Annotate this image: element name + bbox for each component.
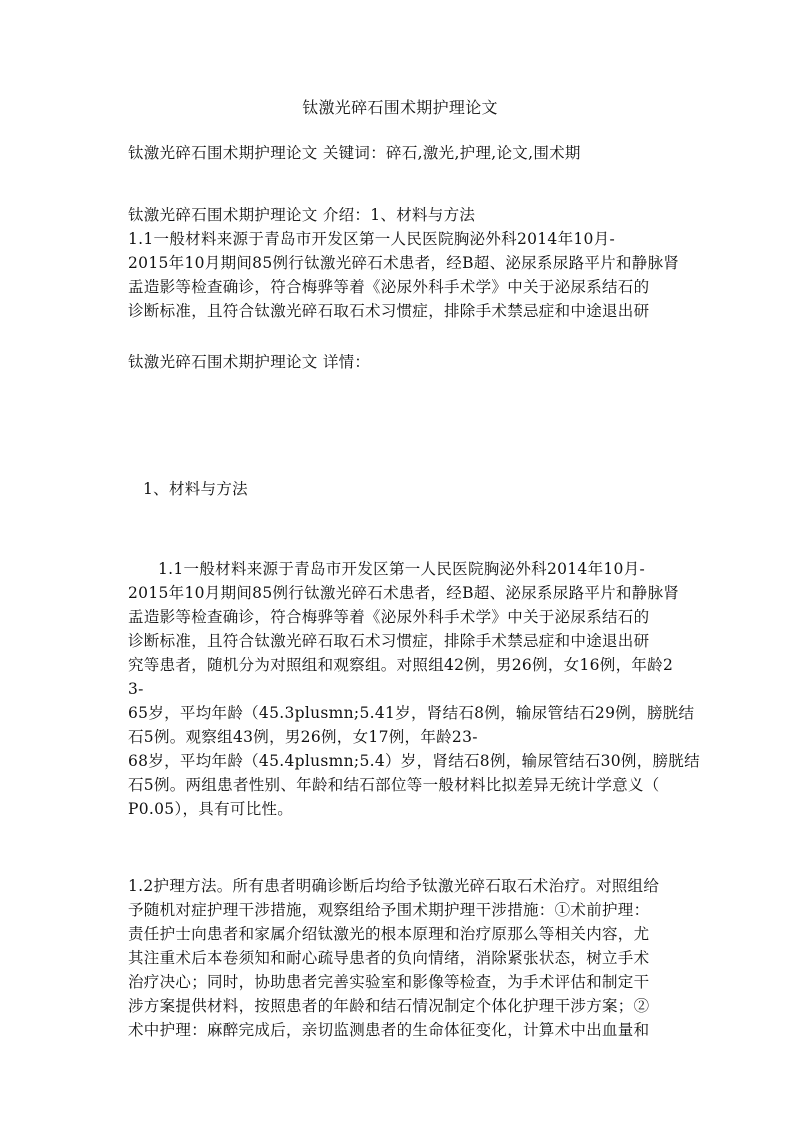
paragraph-line: 涉方案提供材料，按照患者的年龄和结石情况制定个体化护理干涉方案；② (128, 997, 650, 1015)
paragraph-line: 术中护理：麻醉完成后，亲切监测患者的生命体征变化，计算术中出血量和 (128, 1021, 650, 1039)
paragraph-line: 1.1一般材料来源于青岛市开发区第一人民医院胸泌外科2014年10月- (158, 560, 646, 578)
paragraph-line: 石5例。观察组43例，男26例，女17例，年龄23- (128, 728, 478, 746)
paragraph-line: 究等患者，随机分为对照组和观察组。对照组42例，男26例，女16例，年龄2 (128, 656, 674, 674)
paragraph-line: 责任护士向患者和家属介绍钛激光的根本原理和治疗原那么等相关内容，尤 (128, 925, 650, 943)
intro-line: 诊断标准，且符合钛激光碎石取石术习惯症，排除手术禁忌症和中途退出研 (128, 302, 650, 320)
intro-line: 2015年10月期间85例行钛激光碎石术患者，经B超、泌尿系尿路平片和静脉肾 (128, 254, 680, 272)
intro-line: 盂造影等检查确诊，符合梅骅等着《泌尿外科手术学》中关于泌尿系结石的 (128, 278, 650, 296)
paragraph-line: 治疗决心；同时，协助患者完善实验室和影像等检查，为手术评估和制定干 (128, 973, 650, 991)
intro-line: 1.1一般材料来源于青岛市开发区第一人民医院胸泌外科2014年10月- (128, 230, 616, 248)
paragraph-line: P0.05），具有可比性。 (128, 800, 294, 818)
document-title: 钛激光碎石围术期护理论文 (302, 98, 498, 117)
paragraph-line: 诊断标准，且符合钛激光碎石取石术习惯症，排除手术禁忌症和中途退出研 (128, 632, 650, 650)
paragraph-line: 盂造影等检查确诊，符合梅骅等着《泌尿外科手术学》中关于泌尿系结石的 (128, 608, 650, 626)
paragraph-line: 予随机对症护理干涉措施，观察组给予围术期护理干涉措施：①术前护理： (128, 901, 650, 919)
intro-line: 钛激光碎石围术期护理论文 介绍：1、材料与方法 (128, 206, 476, 224)
paragraph-line: 2015年10月期间85例行钛激光碎石术患者，经B超、泌尿系尿路平片和静脉肾 (128, 584, 680, 602)
paragraph-line: 石5例。两组患者性别、年龄和结石部位等一般材料比拟差异无统计学意义（ (128, 776, 660, 794)
paragraph-line: 1.2护理方法。所有患者明确诊断后均给予钛激光碎石取石术治疗。对照组给 (128, 877, 660, 895)
paragraph-line: 68岁，平均年龄（45.4plusmn;5.4）岁，肾结石8例，输尿管结石30例，膀胱结 (128, 752, 700, 770)
section-heading: 1、材料与方法 (143, 480, 248, 498)
keywords-line: 钛激光碎石围术期护理论文 关键词：碎石,激光,护理,论文,围术期 (128, 144, 581, 162)
paragraph-line: 其注重术后本卷须知和耐心疏导患者的负向情绪，消除紧张状态，树立手术 (128, 949, 650, 967)
details-label: 钛激光碎石围术期护理论文 详情： (128, 353, 371, 371)
paragraph-line: 3- (128, 680, 144, 698)
paragraph-line: 65岁，平均年龄（45.3plusmn;5.41岁，肾结石8例，输尿管结石29例，膀胱结 (128, 704, 695, 722)
